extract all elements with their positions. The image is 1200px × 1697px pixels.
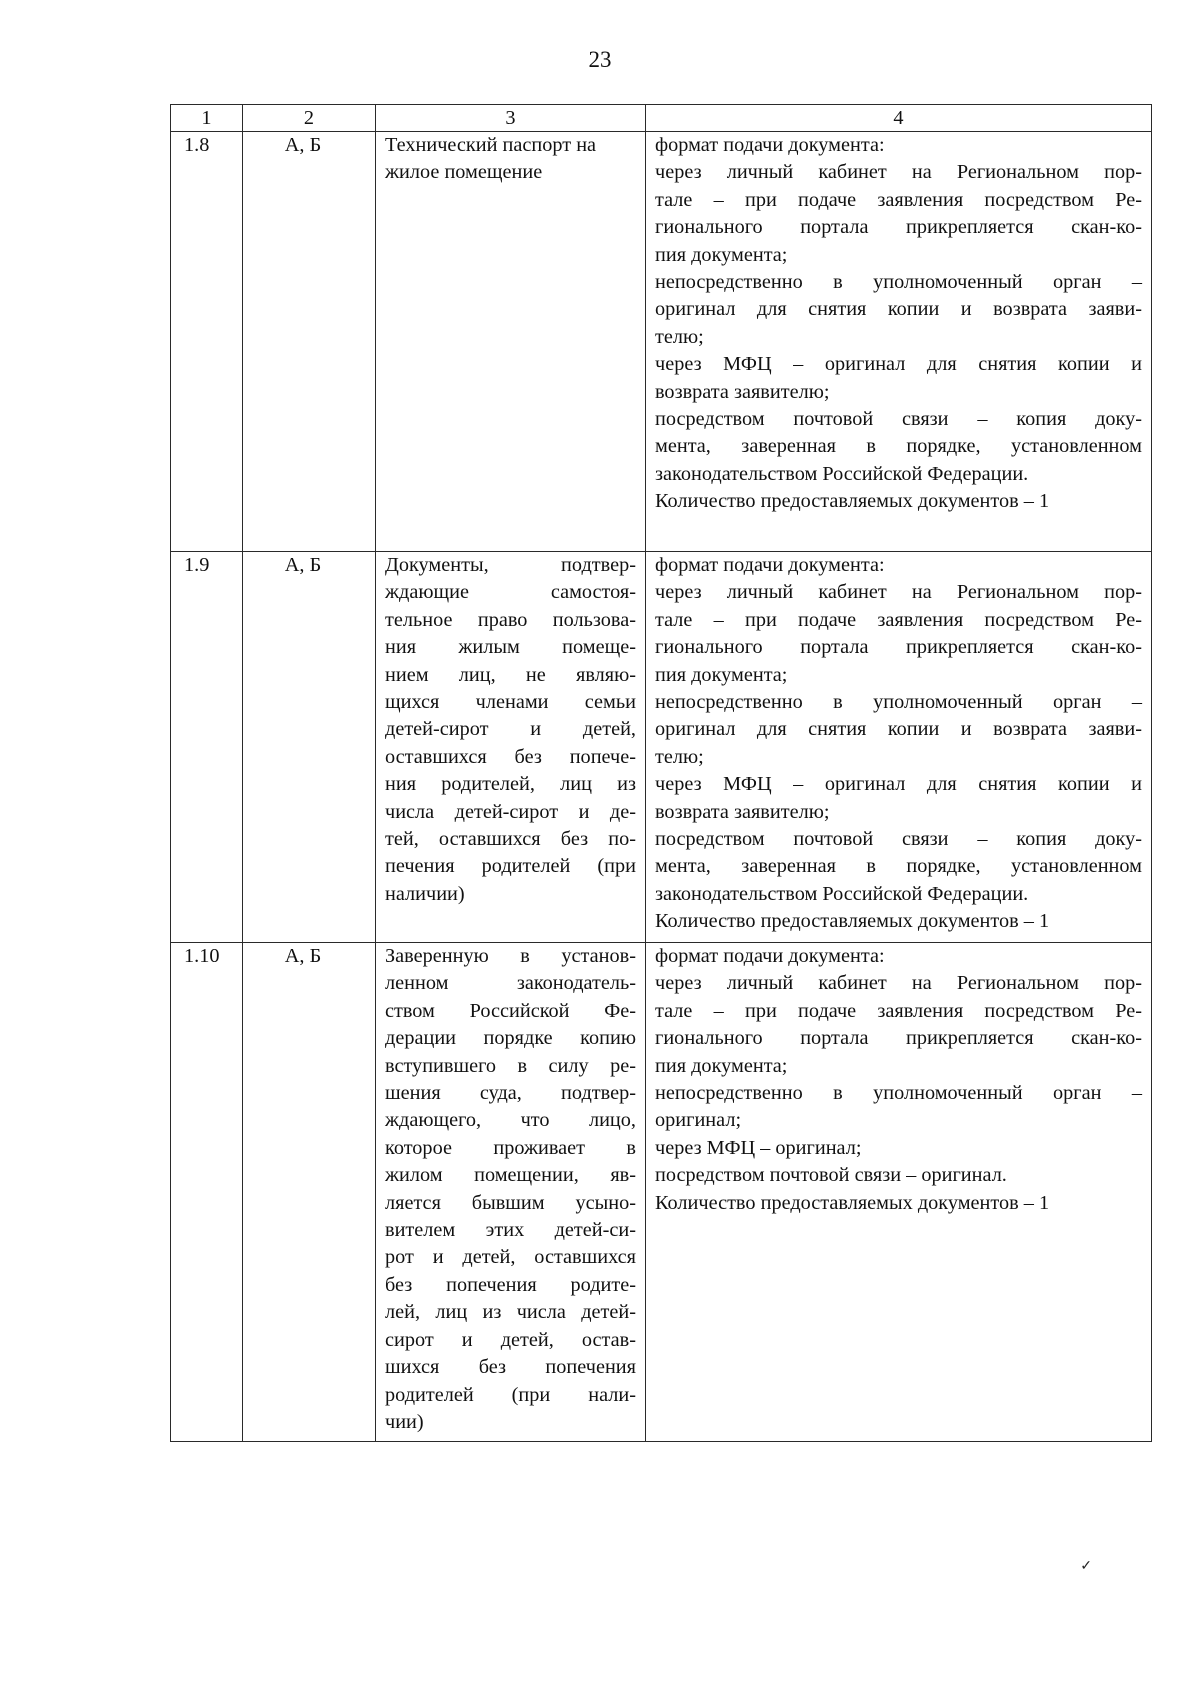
text-line: тале – при подаче заявления посредством Ре- bbox=[655, 608, 1142, 631]
text-line: через личный кабинет на Региональном пор- bbox=[655, 581, 1142, 604]
text-line: ляется бывшим усыно- bbox=[385, 1191, 636, 1214]
text-line: тале – при подаче заявления посредством Ре- bbox=[655, 999, 1142, 1022]
row-category: А, Б bbox=[243, 552, 376, 943]
text-line: формат подачи документа: bbox=[655, 554, 885, 576]
text-line: числа детей-сирот и де- bbox=[385, 800, 636, 823]
text-line: формат подачи документа: bbox=[655, 945, 885, 967]
table-row bbox=[171, 132, 1152, 552]
text-line: тельное право пользова- bbox=[385, 608, 636, 631]
text-line: телю; bbox=[655, 745, 704, 768]
text-line: непосредственно в уполномоченный орган – bbox=[655, 271, 1142, 294]
submission-format bbox=[646, 552, 1152, 943]
text-line: ством Российской Фе- bbox=[385, 999, 636, 1022]
text-line: законодательством Российской Федерации. bbox=[655, 882, 1029, 905]
text-line: рот и детей, оставшихся bbox=[385, 1246, 636, 1269]
text-line: через МФЦ – оригинал для снятия копии и bbox=[655, 773, 1142, 796]
text-line: ленном законодатель- bbox=[385, 972, 636, 995]
table-header-row bbox=[171, 105, 1152, 132]
text-line: телю; bbox=[655, 325, 704, 348]
text-line: формат подачи документа: bbox=[655, 134, 885, 156]
text-line: печения родителей (при bbox=[385, 855, 636, 878]
text-line: через личный кабинет на Региональном пор- bbox=[655, 161, 1142, 184]
column-header-4: 4 bbox=[646, 105, 1152, 132]
text-line: жилом помещении, яв- bbox=[385, 1164, 636, 1187]
text-line: оригинал; bbox=[655, 1109, 742, 1132]
table-row bbox=[171, 552, 1152, 943]
text-line: ждающего, что лицо, bbox=[385, 1109, 636, 1132]
text-line: мента, заверенная в порядке, установленном bbox=[655, 435, 1142, 458]
text-line: сирот и детей, остав- bbox=[385, 1328, 636, 1351]
column-header-3: 3 bbox=[376, 105, 646, 132]
row-category: А, Б bbox=[243, 132, 376, 552]
text-line: ния родителей, лиц из bbox=[385, 773, 636, 796]
text-line: наличии) bbox=[385, 882, 465, 905]
text-line: ния жилым помеще- bbox=[385, 636, 636, 659]
text-line: гионального портала прикрепляется скан-ко- bbox=[655, 216, 1142, 239]
text-line: Количество предоставляемых документов – 1 bbox=[655, 1191, 1050, 1214]
text-line: шения суда, подтвер- bbox=[385, 1082, 636, 1105]
text-line: оригинал для снятия копии и возврата заяви- bbox=[655, 718, 1142, 741]
text-line: родителей (при нали- bbox=[385, 1383, 636, 1406]
text-line: чии) bbox=[385, 1410, 424, 1433]
text-line: вступившего в силу ре- bbox=[385, 1054, 636, 1077]
text-line: мента, заверенная в порядке, установленном bbox=[655, 855, 1142, 878]
text-line: Количество предоставляемых документов – 1 bbox=[655, 910, 1050, 933]
document-name bbox=[376, 132, 646, 552]
text-line: тале – при подаче заявления посредством Ре- bbox=[655, 188, 1142, 211]
row-number: 1.10 bbox=[171, 943, 243, 1442]
text-line: посредством почтовой связи – копия доку- bbox=[655, 828, 1142, 851]
text-line: возврата заявителю; bbox=[655, 380, 830, 403]
text-line: без попечения родите- bbox=[385, 1273, 636, 1296]
text-line: Документы, подтвер- bbox=[385, 554, 636, 576]
text-line: гионального портала прикрепляется скан-ко- bbox=[655, 1027, 1142, 1050]
text-line: оригинал для снятия копии и возврата заяви- bbox=[655, 298, 1142, 321]
row-number: 1.9 bbox=[171, 552, 243, 943]
text-line: дерации порядке копию bbox=[385, 1027, 636, 1050]
text-line: законодательством Российской Федерации. bbox=[655, 462, 1029, 485]
text-line: гионального портала прикрепляется скан-ко- bbox=[655, 636, 1142, 659]
text-line: посредством почтовой связи – копия доку- bbox=[655, 408, 1142, 431]
row-category: А, Б bbox=[243, 943, 376, 1442]
page-number: 23 bbox=[588, 47, 612, 72]
text-line: жилое помещение bbox=[385, 161, 543, 184]
text-line: через личный кабинет на Региональном пор- bbox=[655, 972, 1142, 995]
text-line: через МФЦ – оригинал для снятия копии и bbox=[655, 353, 1142, 376]
text-line: оставшихся без попече- bbox=[385, 745, 636, 768]
text-line: Заверенную в установ- bbox=[385, 945, 636, 967]
row-number: 1.8 bbox=[171, 132, 243, 552]
text-line: непосредственно в уполномоченный орган – bbox=[655, 1082, 1142, 1105]
document-name bbox=[376, 552, 646, 943]
text-line: которое проживает в bbox=[385, 1136, 636, 1159]
text-line: детей-сирот и детей, bbox=[385, 718, 636, 741]
submission-format bbox=[646, 132, 1152, 552]
text-line: пия документа; bbox=[655, 1054, 788, 1077]
text-line: щихся членами семьи bbox=[385, 691, 636, 714]
text-line: непосредственно в уполномоченный орган – bbox=[655, 691, 1142, 714]
column-header-1: 1 bbox=[171, 105, 243, 132]
table-row bbox=[171, 943, 1152, 1442]
column-header-2: 2 bbox=[243, 105, 376, 132]
text-line: посредством почтовой связи – оригинал. bbox=[655, 1164, 1007, 1187]
text-line: шихся без попечения bbox=[385, 1356, 636, 1379]
text-line: через МФЦ – оригинал; bbox=[655, 1136, 862, 1159]
documents-table bbox=[170, 104, 1152, 1442]
text-line: пия документа; bbox=[655, 243, 788, 266]
submission-format bbox=[646, 943, 1152, 1442]
text-line: лей, лиц из числа детей- bbox=[385, 1301, 636, 1324]
text-line: возврата заявителю; bbox=[655, 800, 830, 823]
text-line: Технический паспорт на bbox=[385, 134, 597, 156]
document-name bbox=[376, 943, 646, 1442]
text-line: пия документа; bbox=[655, 663, 788, 686]
scan-mark: ✓ bbox=[1080, 1559, 1092, 1574]
text-line: ждающие самостоя- bbox=[385, 581, 636, 604]
text-line: вителем этих детей-си- bbox=[385, 1219, 636, 1242]
text-line: тей, оставшихся без по- bbox=[385, 828, 636, 851]
text-line: Количество предоставляемых документов – 1 bbox=[655, 490, 1050, 513]
text-line: нием лиц, не являю- bbox=[385, 663, 636, 686]
